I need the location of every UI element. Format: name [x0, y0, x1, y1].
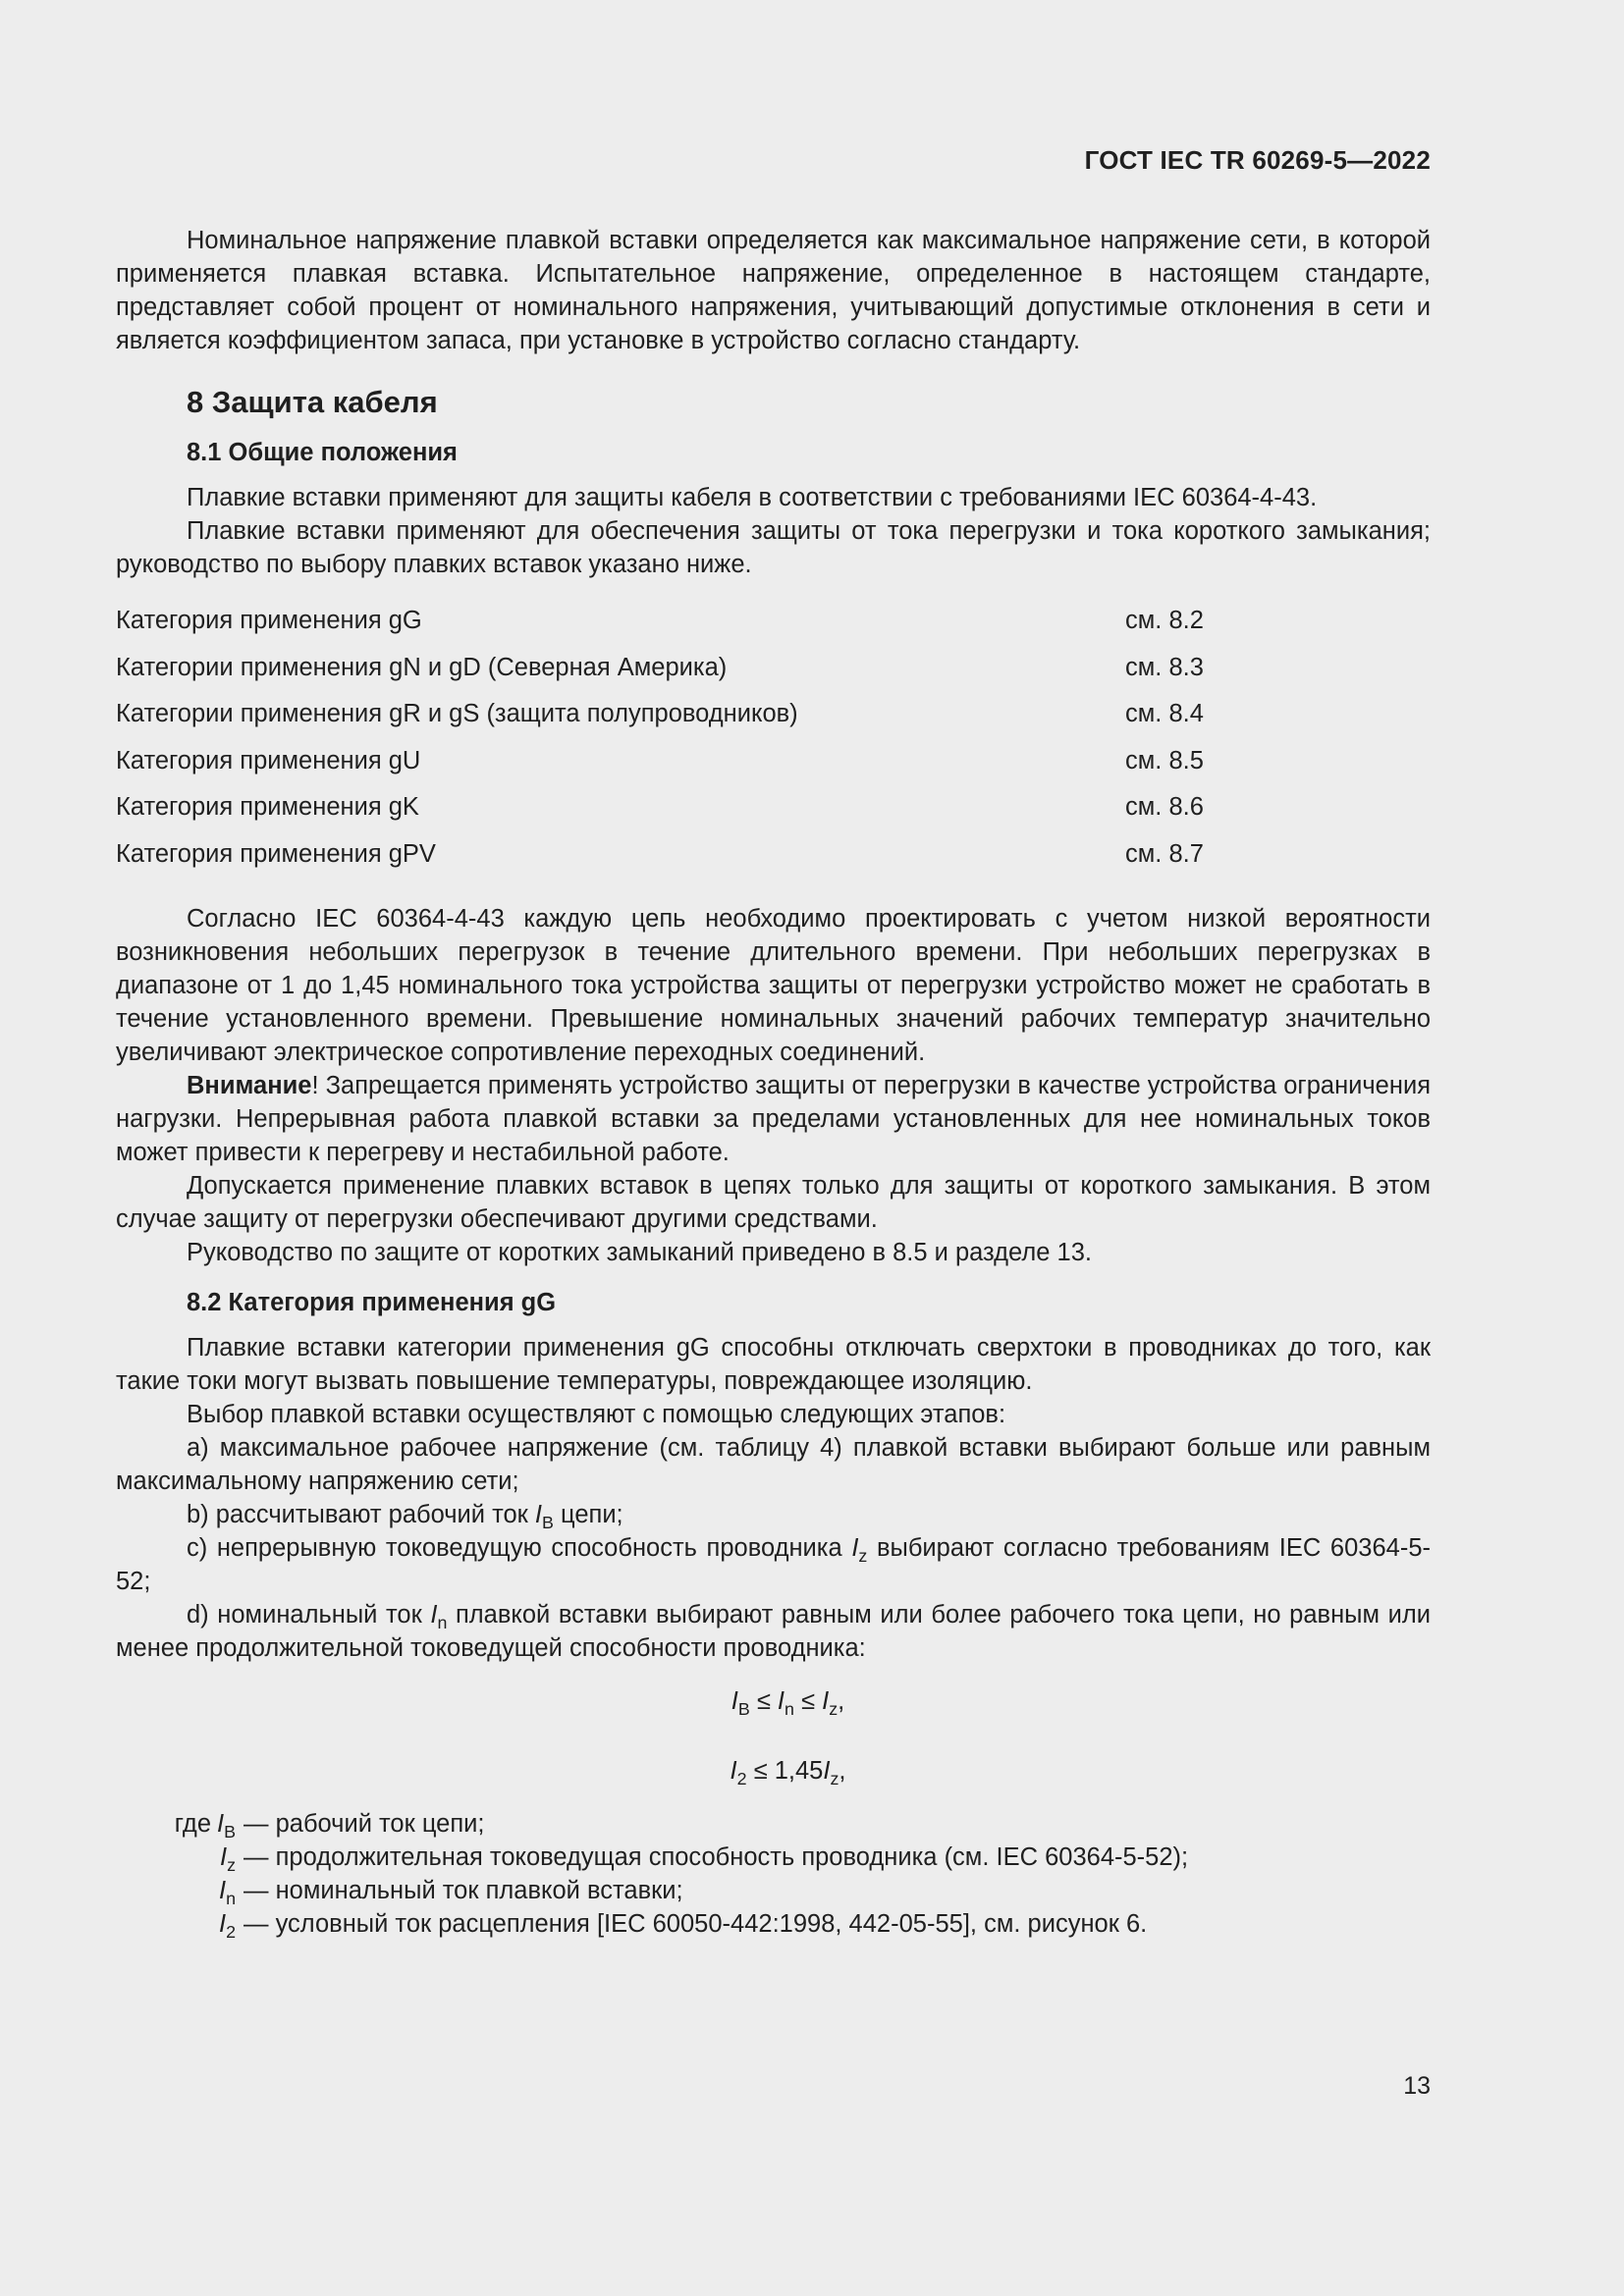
- definition-text: — условный ток расцепления [IEC 60050-442:1998, 442-05-55], см. рисунок 6.: [244, 1910, 1148, 1938]
- list-item: [116, 604, 1431, 651]
- category-ref: см. 8.4: [1125, 700, 1204, 727]
- category-ref: см. 8.7: [1125, 839, 1204, 868]
- section-8-2-title: 8.2 Категория применения gG: [187, 1289, 557, 1316]
- symbol-I: I: [219, 1843, 228, 1871]
- category-name: Категории применения gN и gD (Северная Америка): [116, 653, 728, 681]
- subscript-z: z: [227, 1855, 236, 1875]
- definition-key: [116, 1807, 236, 1841]
- s82-paragraph-1: Плавкие вставки категории применения gG способны отключать сверхтоки в проводниках до того, как такие токи могут вызвать повышение температуры, повреждающее изоляцию.: [116, 1334, 1431, 1395]
- symbol-I: I: [218, 1910, 227, 1938]
- subscript-n: n: [226, 1889, 236, 1908]
- symbol-I: I: [823, 1757, 831, 1785]
- list-item: [116, 697, 1431, 744]
- category-ref: см. 8.3: [1125, 653, 1204, 681]
- intro-paragraph: Номинальное напряжение плавкой вставки определяется как максимальное напряжение сети, в которой применяется плавкая вставка. Испытательное напряжение, определенное в настоящем стандарте, представляет собой процент от номинального напряжения, учитывающий допустимые отклонения в сети и является коэффициентом запаса, при установке в устройство согласно стандарту.: [116, 227, 1431, 354]
- definition-text: — рабочий ток цепи;: [244, 1810, 485, 1838]
- definition-text: — номинальный ток плавкой вставки;: [244, 1877, 683, 1904]
- section-8-1-title: 8.1 Общие положения: [187, 439, 458, 466]
- list-item: [116, 744, 1431, 791]
- s81-paragraph-2: Плавкие вставки применяют для обеспечения защиты от тока перегрузки и тока короткого замыкания; руководство по выбору плавких вставок указано ниже.: [116, 517, 1431, 578]
- section-8-title: 8 Защита кабеля: [187, 385, 438, 419]
- category-name: Категория применения gG: [116, 607, 422, 634]
- operator-le: ≤: [793, 1687, 823, 1715]
- s81-paragraph-3: Согласно IEC 60364-4-43 каждую цепь необходимо проектировать с учетом низкой вероятности возникновения небольших перегрузок в течение длительного времени. При небольших перегрузках в диапазоне от 1 до 1,45 номинального тока устройства защиты от перегрузки устройство может не сработать в течение установленного времени. Превышение номинальных значений рабочих температур значительно увеличивают электрическое сопротивление переходных соединений.: [116, 905, 1431, 1066]
- definition-In: [116, 1874, 1431, 1907]
- subscript-2: 2: [226, 1922, 236, 1942]
- definition-key: [116, 1841, 236, 1874]
- definitions-list: [116, 1807, 1431, 1941]
- subscript-z: z: [830, 1769, 839, 1789]
- symbol-I: I: [822, 1687, 830, 1715]
- definition-key: [116, 1874, 236, 1907]
- step-b: [116, 1498, 1431, 1531]
- step-a: a) максимальное рабочее напряжение (см. таблицу 4) плавкой вставки выбирают больше или равным максимальному напряжению сети;: [116, 1434, 1431, 1495]
- warning-label: Внимание: [187, 1072, 312, 1099]
- s81-paragraph-1: Плавкие вставки применяют для защиты кабеля в соответствии с требованиями IEC 60364-4-43.: [187, 484, 1318, 511]
- formula-tripping-current: [116, 1754, 1431, 1788]
- definition-text: — продолжительная токоведущая способность проводника (см. IEC 60364-5-52);: [244, 1843, 1189, 1871]
- category-name: Категории применения gR и gS (защита полупроводников): [116, 700, 798, 727]
- symbol-I: I: [430, 1601, 438, 1629]
- step-d-tail: плавкой вставки выбирают равным или более рабочего тока цепи, но равным или менее продолжительной токоведущей способности проводника:: [116, 1601, 1431, 1662]
- s82-paragraph-2: Выбор плавкой вставки осуществляют с помощью следующих этапов:: [187, 1401, 1006, 1428]
- list-item: [116, 651, 1431, 698]
- category-list: [116, 604, 1431, 883]
- formula-current-chain: [116, 1684, 1431, 1718]
- page-number: 13: [1403, 2072, 1431, 2100]
- list-item: [116, 837, 1431, 884]
- warning-paragraph: [116, 1069, 1431, 1169]
- symbol-I: I: [217, 1810, 225, 1838]
- category-ref: см. 8.6: [1125, 793, 1204, 821]
- where-word: где: [174, 1810, 211, 1838]
- category-ref: см. 8.5: [1125, 746, 1204, 774]
- subscript-z: z: [858, 1546, 868, 1566]
- formula-comma: ,: [839, 1757, 846, 1785]
- symbol-I: I: [218, 1877, 227, 1904]
- step-b-text: b) рассчитывают рабочий ток: [187, 1501, 535, 1528]
- page-body: [116, 224, 1431, 1941]
- category-name: Категория применения gPV: [116, 839, 436, 868]
- document-header: ГОСТ IEC TR 60269-5—2022: [1084, 145, 1431, 175]
- subscript-n: n: [785, 1699, 794, 1719]
- step-c-tail: выбирают согласно требованиям IEC 60364-5-52;: [116, 1534, 1431, 1595]
- warning-text: ! Запрещается применять устройство защиты от перегрузки в качестве устройства ограничения нагрузки. Непрерывная работа плавкой вставки за пределами установленных для нее номинальных токов может привести к перегреву и нестабильной работе.: [116, 1072, 1431, 1166]
- symbol-I: I: [777, 1687, 785, 1715]
- step-c: [116, 1531, 1431, 1598]
- subscript-B: B: [224, 1822, 236, 1842]
- category-ref: см. 8.2: [1125, 607, 1204, 634]
- subscript-B: B: [542, 1513, 554, 1532]
- symbol-I: I: [731, 1687, 738, 1715]
- operator-le-factor: ≤ 1,45: [746, 1757, 824, 1785]
- subscript-n: n: [437, 1613, 448, 1632]
- category-name: Категория применения gU: [116, 746, 421, 774]
- s81-paragraph-4: Допускается применение плавких вставок в цепях только для защиты от короткого замыкания. В этом случае защиту от перегрузки обеспечивают другими средствами.: [116, 1172, 1431, 1233]
- subscript-B: B: [737, 1699, 750, 1719]
- category-name: Категория применения gK: [116, 793, 419, 821]
- formula-comma: ,: [838, 1687, 845, 1715]
- s81-paragraph-5: Руководство по защите от коротких замыканий приведено в 8.5 и разделе 13.: [187, 1239, 1092, 1266]
- definition-key: [116, 1907, 236, 1941]
- subscript-z: z: [829, 1699, 839, 1719]
- step-d: [116, 1598, 1431, 1665]
- list-item: [116, 790, 1431, 837]
- definition-I2: [116, 1907, 1431, 1941]
- definition-Iz: [116, 1841, 1431, 1874]
- symbol-I: I: [851, 1534, 859, 1562]
- step-d-text: d) номинальный ток: [187, 1601, 431, 1629]
- symbol-I: I: [534, 1501, 543, 1528]
- step-c-text: c) непрерывную токоведущую способность проводника: [187, 1534, 852, 1562]
- step-b-tail: цепи;: [553, 1501, 623, 1528]
- definition-IB: [116, 1807, 1431, 1841]
- subscript-2: 2: [736, 1769, 747, 1789]
- operator-le: ≤: [749, 1687, 778, 1715]
- symbol-I: I: [730, 1757, 737, 1785]
